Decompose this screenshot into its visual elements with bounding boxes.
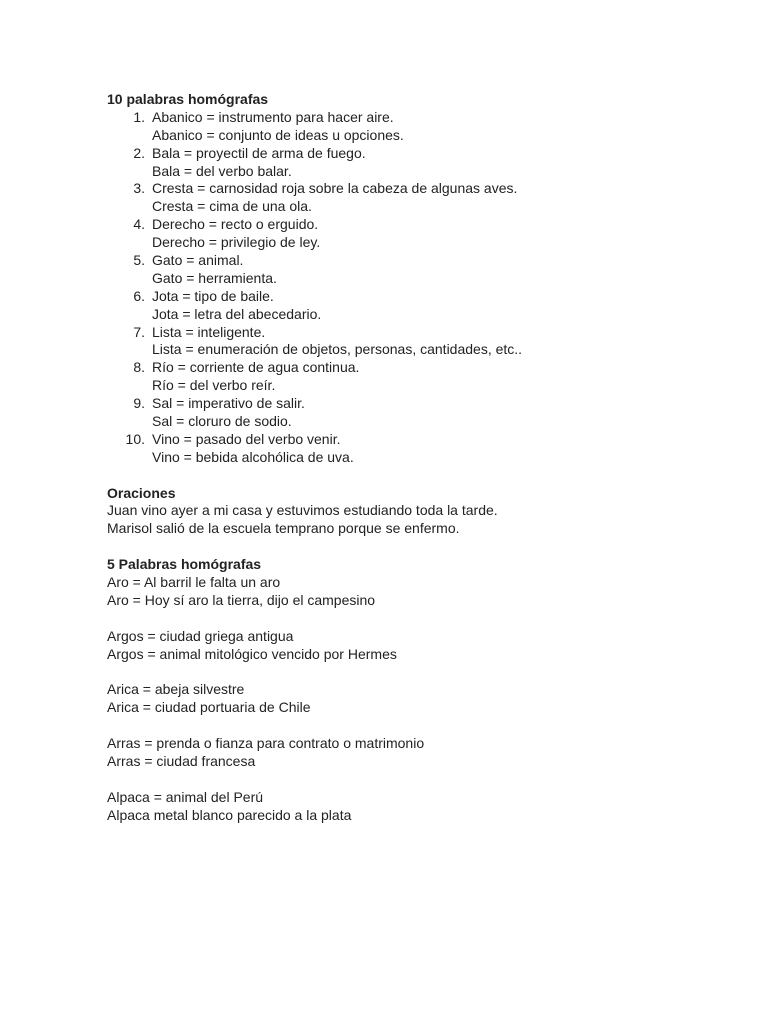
item-definition: Cresta = carnosidad roja sobre la cabeza de algunas aves. — [152, 180, 518, 197]
section-title-homografas: 10 palabras homógrafas — [107, 91, 269, 107]
list-item — [107, 324, 727, 360]
list-item — [107, 109, 727, 145]
sentence: Marisol salió de la escuela temprano porque se enfermo. — [107, 520, 460, 537]
definition-line: Alpaca metal blanco parecido a la plata — [107, 806, 352, 823]
section-title-5-palabras: 5 Palabras homógrafas — [107, 556, 262, 573]
item-definition: Vino = pasado del verbo venir. — [152, 430, 341, 447]
item-number: 10. — [125, 430, 145, 447]
definition-line: Aro = Hoy sí aro la tierra, dijo el campesino — [107, 591, 376, 608]
item-definition: Sal = cloruro de sodio. — [152, 413, 292, 430]
spacer — [107, 538, 727, 556]
list-item — [107, 359, 727, 395]
item-definition: Derecho = recto o erguido. — [152, 216, 319, 233]
definition-line: Arras = prenda o fianza para contrato o matrimonio — [107, 735, 425, 752]
spacer — [107, 610, 727, 628]
definition-line: Argos = ciudad griega antigua — [107, 627, 294, 644]
list-item — [107, 180, 727, 216]
item-definition: Lista = inteligente. — [152, 323, 266, 340]
item-number: 7. — [133, 323, 145, 340]
item-definition: Bala = del verbo balar. — [152, 162, 292, 179]
item-number: 9. — [133, 395, 145, 412]
item-number: 8. — [133, 359, 145, 376]
item-number: 1. — [133, 108, 145, 125]
definition-line: Arica = abeja silvestre — [107, 681, 245, 698]
section-title-oraciones: Oraciones — [107, 484, 176, 501]
item-definition: Bala = proyectil de arma de fuego. — [152, 144, 366, 161]
list-item — [107, 288, 727, 324]
item-definition: Jota = letra del abecedario. — [152, 305, 322, 322]
list-item — [107, 431, 727, 467]
item-definition: Río = del verbo reír. — [152, 377, 276, 394]
list-item — [107, 216, 727, 252]
item-definition: Abanico = instrumento para hacer aire. — [152, 108, 394, 125]
list-item — [107, 395, 727, 431]
spacer — [107, 717, 727, 735]
definition-line: Arras = ciudad francesa — [107, 752, 256, 769]
definition-line: Argos = animal mitológico vencido por Hermes — [107, 645, 397, 662]
definition-line: Arica = ciudad portuaria de Chile — [107, 699, 311, 716]
item-definition: Vino = bebida alcohólica de uva. — [152, 448, 354, 465]
item-number: 4. — [133, 216, 145, 233]
item-definition: Sal = imperativo de salir. — [152, 395, 305, 412]
homografas-list — [107, 109, 727, 467]
spacer — [107, 771, 727, 789]
definition-line: Alpaca = animal del Perú — [107, 788, 264, 805]
list-item — [107, 252, 727, 288]
item-definition: Cresta = cima de una ola. — [152, 198, 312, 215]
item-definition: Jota = tipo de baile. — [152, 287, 274, 304]
item-definition: Derecho = privilegio de ley. — [152, 234, 321, 251]
document-page — [107, 91, 727, 825]
spacer — [107, 467, 727, 485]
item-number: 5. — [133, 252, 145, 269]
spacer — [107, 664, 727, 682]
item-definition: Abanico = conjunto de ideas u opciones. — [152, 126, 404, 143]
item-number: 3. — [133, 180, 145, 197]
item-number: 6. — [133, 287, 145, 304]
list-item — [107, 145, 727, 181]
item-definition: Lista = enumeración de objetos, personas, cantidades, etc.. — [152, 341, 523, 358]
item-number: 2. — [133, 144, 145, 161]
sentence: Juan vino ayer a mi casa y estuvimos estudiando toda la tarde. — [107, 502, 498, 519]
item-definition: Gato = herramienta. — [152, 269, 277, 286]
definition-line: Aro = Al barril le falta un aro — [107, 574, 281, 591]
item-definition: Río = corriente de agua continua. — [152, 359, 360, 376]
item-definition: Gato = animal. — [152, 252, 244, 269]
